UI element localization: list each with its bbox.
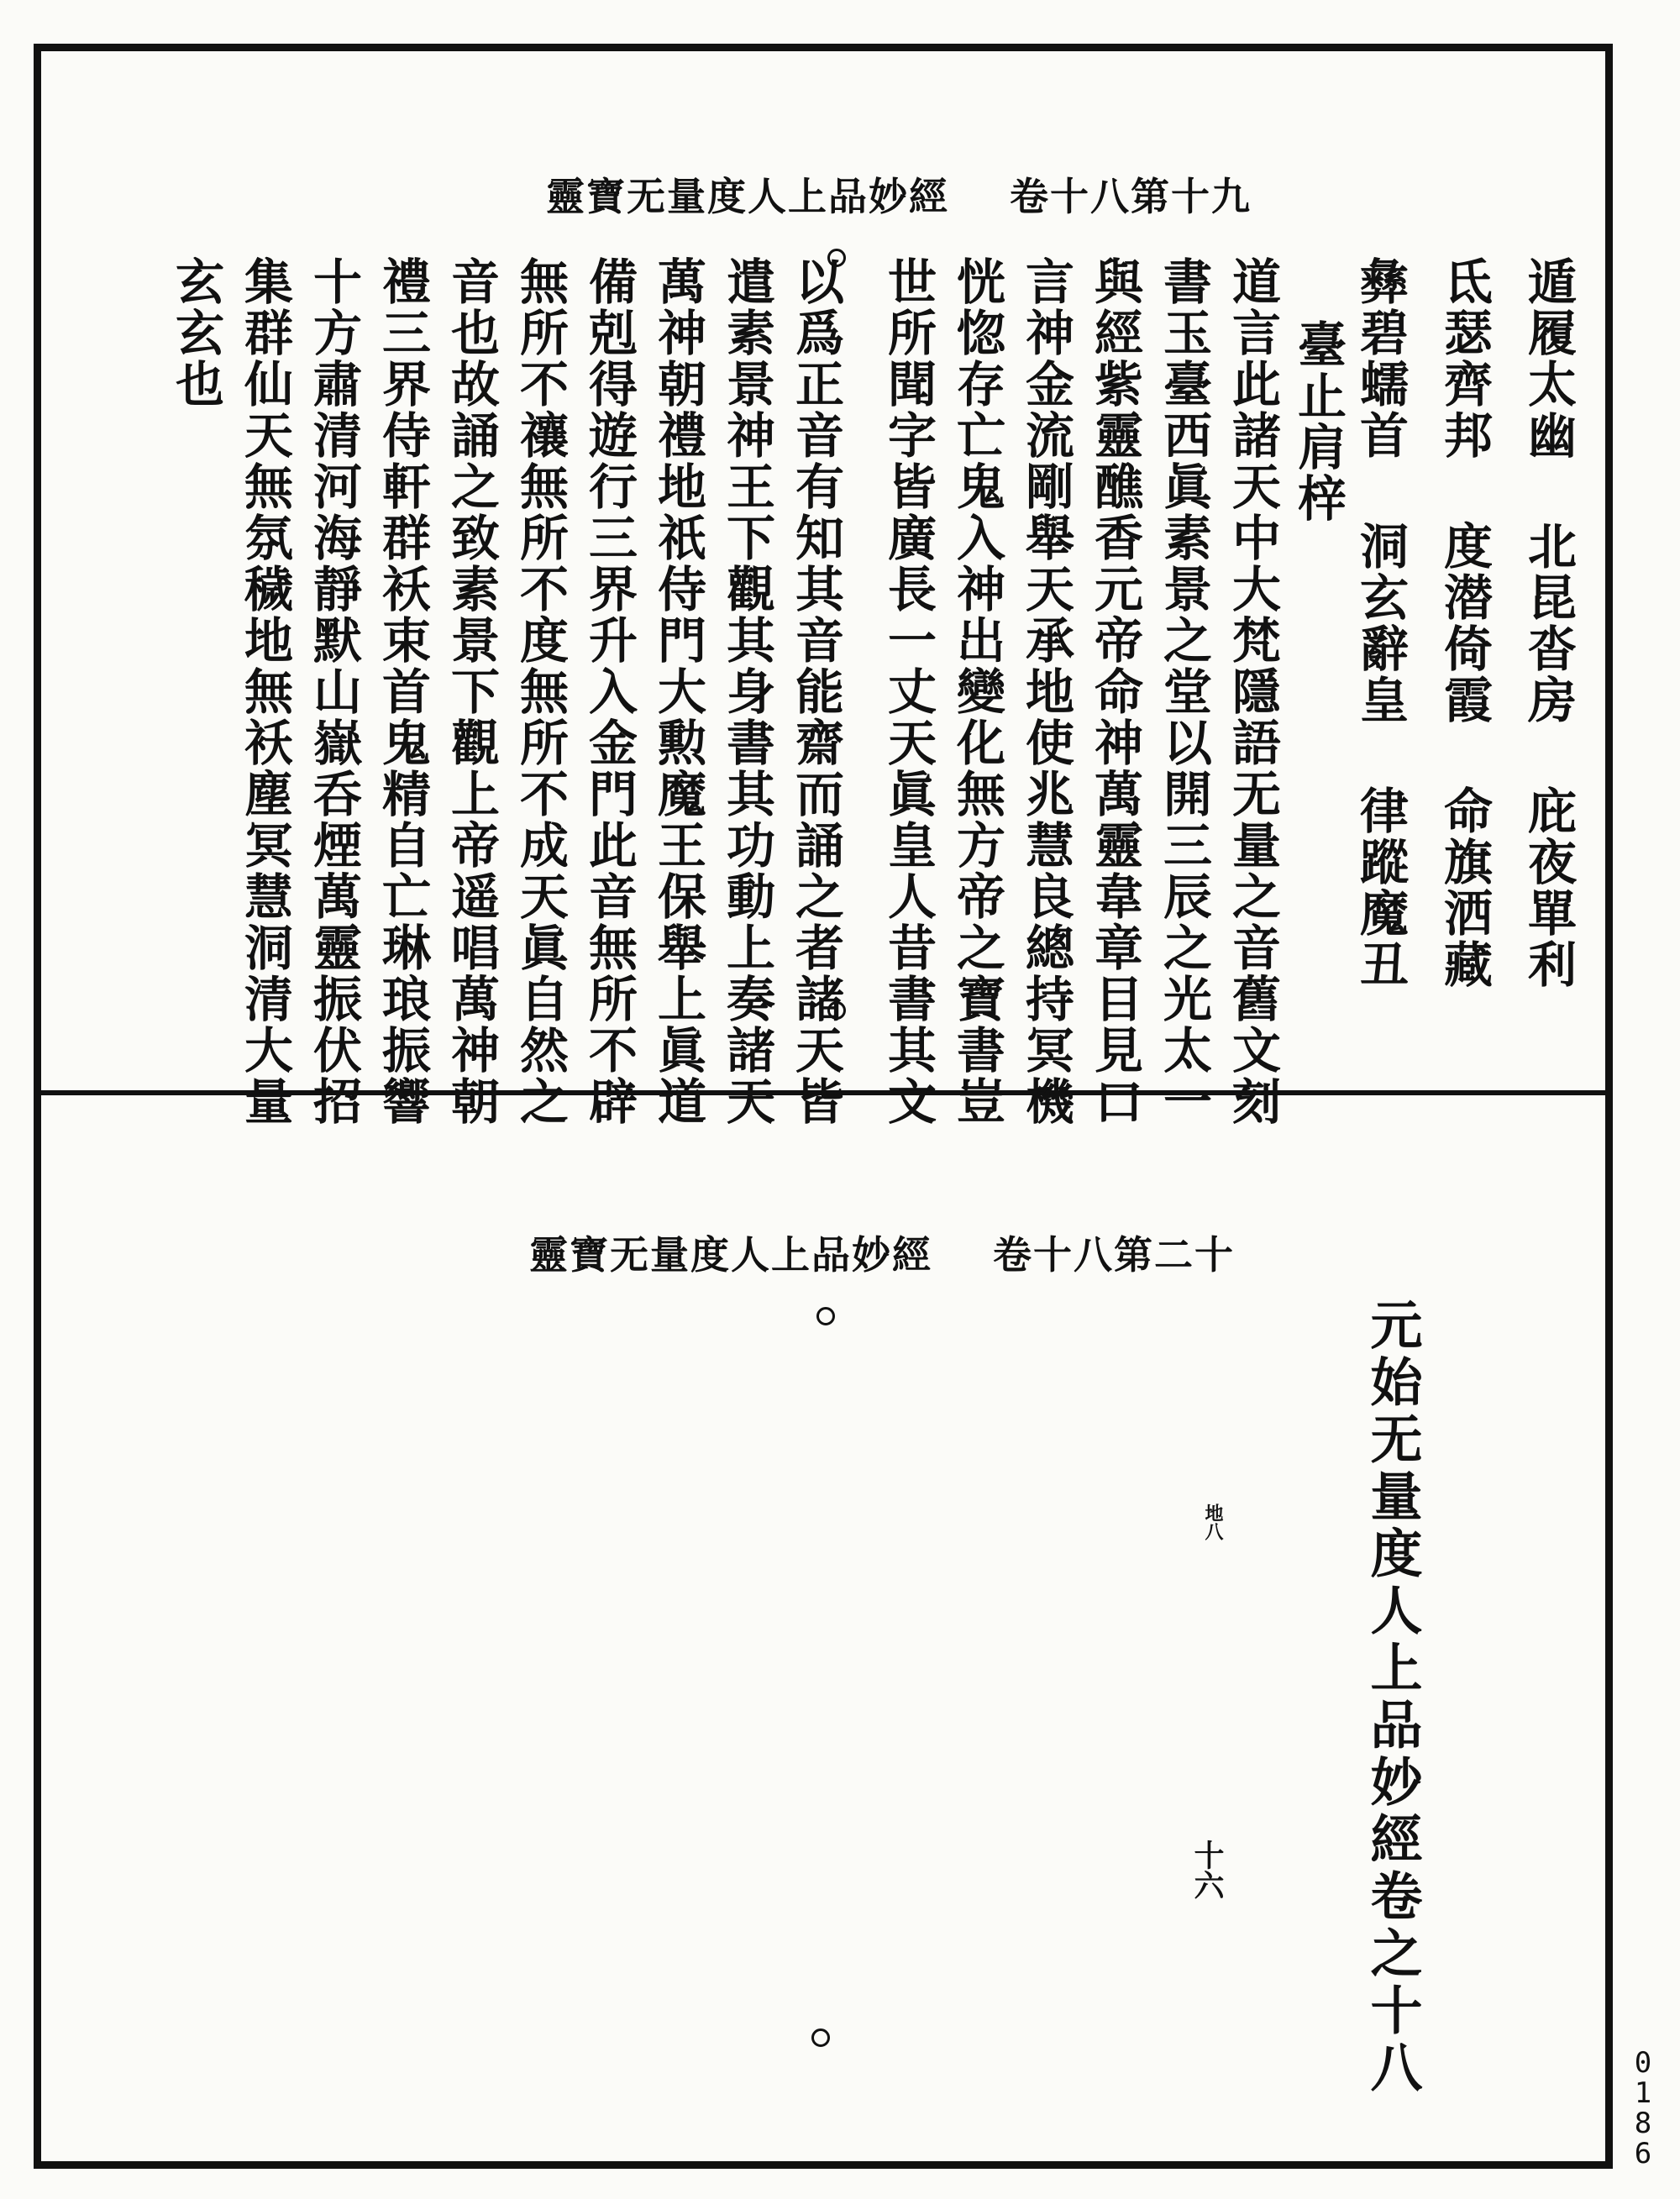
text-column-8: 言神金流剛舉天承地使兆慧良總持冥機 [1017,256,1074,1127]
text-column-18: 十方肅清河海靜默山嶽呑煙萬靈振伏招 [305,256,362,1127]
text-column-13: 萬神朝禮地祇侍門大勲魔王保舉上眞道 [649,256,706,1127]
text-column-4: 臺止肩梓 [1289,319,1347,524]
text-column-17: 禮三界侍軒群袄束首鬼精自亡琳琅振響 [374,256,431,1127]
circle-mark [827,1001,846,1020]
text-column-20: 玄玄也 [167,256,224,410]
text-column-12: 遣素景神王下觀其身書其功動上奏諸天 [718,256,775,1127]
text-column-1: 遁履太幽 北昆沓房 庇夜單利 [1520,256,1577,990]
text-column-5: 道言此諸天中大梵隱語无量之音舊文刻 [1224,256,1281,1127]
circle-mark [816,1307,835,1325]
small-note: 地八 [1202,1504,1224,1540]
text-column-2: 氐瑟齊邦 度潜倚霞 命旗洒藏 [1436,256,1493,990]
text-column-15: 無所不禳無所不度無所不成天眞自然之 [512,256,569,1127]
circle-mark [811,2028,830,2047]
text-column-9: 恍惚存亡鬼入神出變化無方帝之寶書豈 [948,256,1005,1127]
text-column-7: 與經紫靈醮香元帝命神萬靈韋章目見口 [1086,256,1143,1127]
text-column-3: 彝碧蠕首 洞玄辭皇 律蹤魔丑 [1352,256,1409,990]
page-number: 0186 [1634,2046,1652,2170]
text-column-14: 備剋得遊行三界升入金門此音無所不辟 [580,256,638,1127]
text-column-6: 書玉臺西眞素景之堂以開三辰之光太一 [1155,256,1212,1127]
top-header: 靈寶无量度人上品妙經 卷十八第十九 [546,174,1252,219]
text-column-19: 集群仙天無氛穢地無袄塵冥慧洞清大量 [236,256,293,1127]
scroll-title: 元始无量度人上品妙經卷之十八 [1362,1298,1423,2097]
folio-number: 十六 [1189,1839,1225,1900]
text-column-10: 世所聞字皆廣長一丈天眞皇人昔書其文 [879,256,937,1127]
text-column-16: 音也故誦之致素景下觀上帝遥唱萬神朝 [443,256,500,1127]
bottom-header: 靈寶无量度人上品妙經 卷十八第二十 [529,1232,1236,1278]
circle-mark [827,249,846,267]
text-column-11: 以爲正音有知其音能齋而誦之者諸天皆 [787,256,844,1127]
